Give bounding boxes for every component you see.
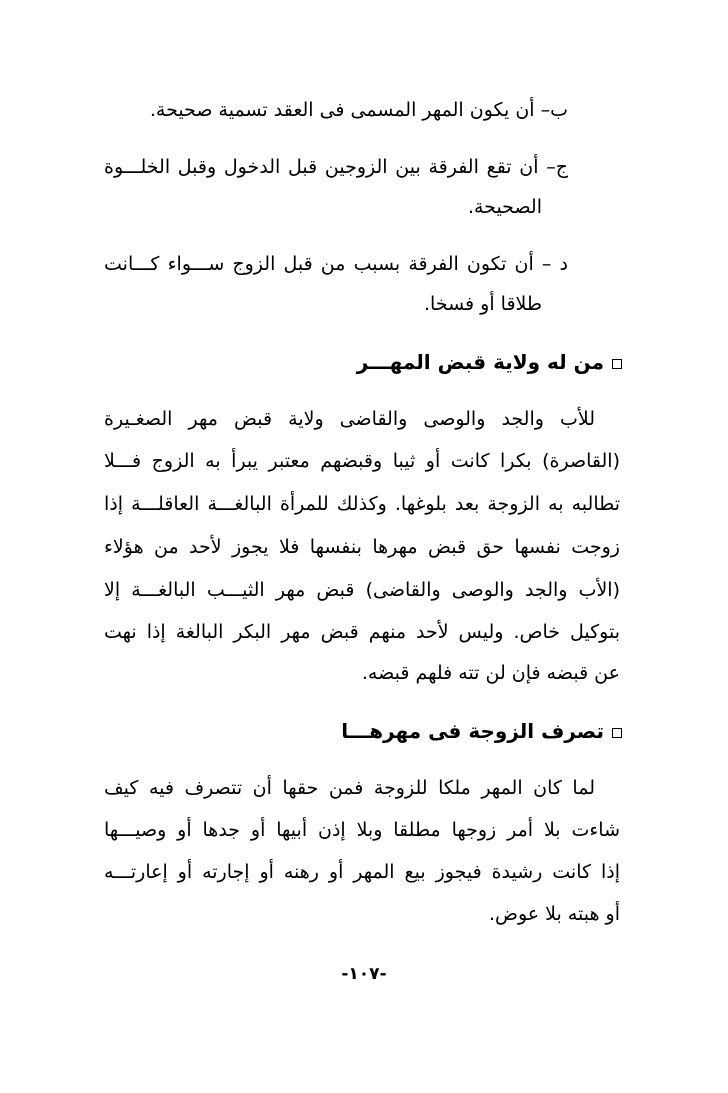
paragraph-line: عن قبضه فإن لن تته فلهم قبضه. (361, 662, 620, 684)
paragraph-line: أو هبته بلا عوض. (488, 903, 620, 925)
paragraph-line: بتوكيل خاص. وليس لأحد منهم قبض مهر البكر البالغة إذا نهت (104, 621, 620, 643)
condition-b: ب– أن يكون المهر المسمى فى العقد تسمية صحيحة. (149, 99, 568, 121)
section-heading-text: من له ولاية قبض المهـــر (356, 350, 604, 374)
paragraph-line: (القاصرة) بكرا كانت أو ثيبا وقبضهم معتبر يبرأ به الزوج فـــلا (104, 450, 620, 472)
page-number: -١٠٧- (341, 964, 387, 984)
paragraph-line: لما كان المهر ملكا للزوجة فمن حقها أن تتصرف فيه كيف (104, 777, 595, 799)
paragraph-line: (الأب والجد والوصى والقاضى) قبض مهر الثيـــب البالغـــة إلا (104, 579, 620, 601)
condition-d-line-1: د – أن تكون الفرقة بسبب من قبل الزوج ســـواء كـــانت (104, 253, 568, 275)
condition-c-line-1: ج– أن تقع الفرقة بين الزوجين قبل الدخول وقبل الخلـــوة (104, 156, 568, 178)
section-heading-text: تصرف الزوجة فى مهرهـــا (341, 719, 604, 743)
paragraph-line: للأب والجد والوصى والقاضى ولاية قبض مهر الصغـيرة (104, 408, 595, 430)
condition-c-line-2: الصحيحة. (467, 196, 542, 218)
section-heading-mahr-custody (104, 352, 622, 372)
paragraph-line: إذا كانت رشيدة فيجوز بيع المهر أو رهنه أو إجارته أو إعارتـــه (104, 861, 620, 883)
section-heading-wife-disposal (104, 721, 622, 741)
paragraph-line: شاءت بلا أمر زوجها مطلقا وبلا إذن أبيها أو جدها أو وصيـــها (104, 819, 620, 841)
paragraph-line: تطالبه به الزوجة بعد بلوغها. وكذلك للمرأة البالغـــة العاقلـــة إذا (104, 493, 620, 515)
paragraph-line: زوجت نفسها حق قبض مهرها بنفسها فلا يجوز لأحد من هؤلاء (104, 536, 620, 558)
square-bullet-icon (612, 359, 622, 369)
condition-d-line-2: طلاقا أو فسخا. (424, 293, 542, 315)
square-bullet-icon (612, 728, 622, 738)
